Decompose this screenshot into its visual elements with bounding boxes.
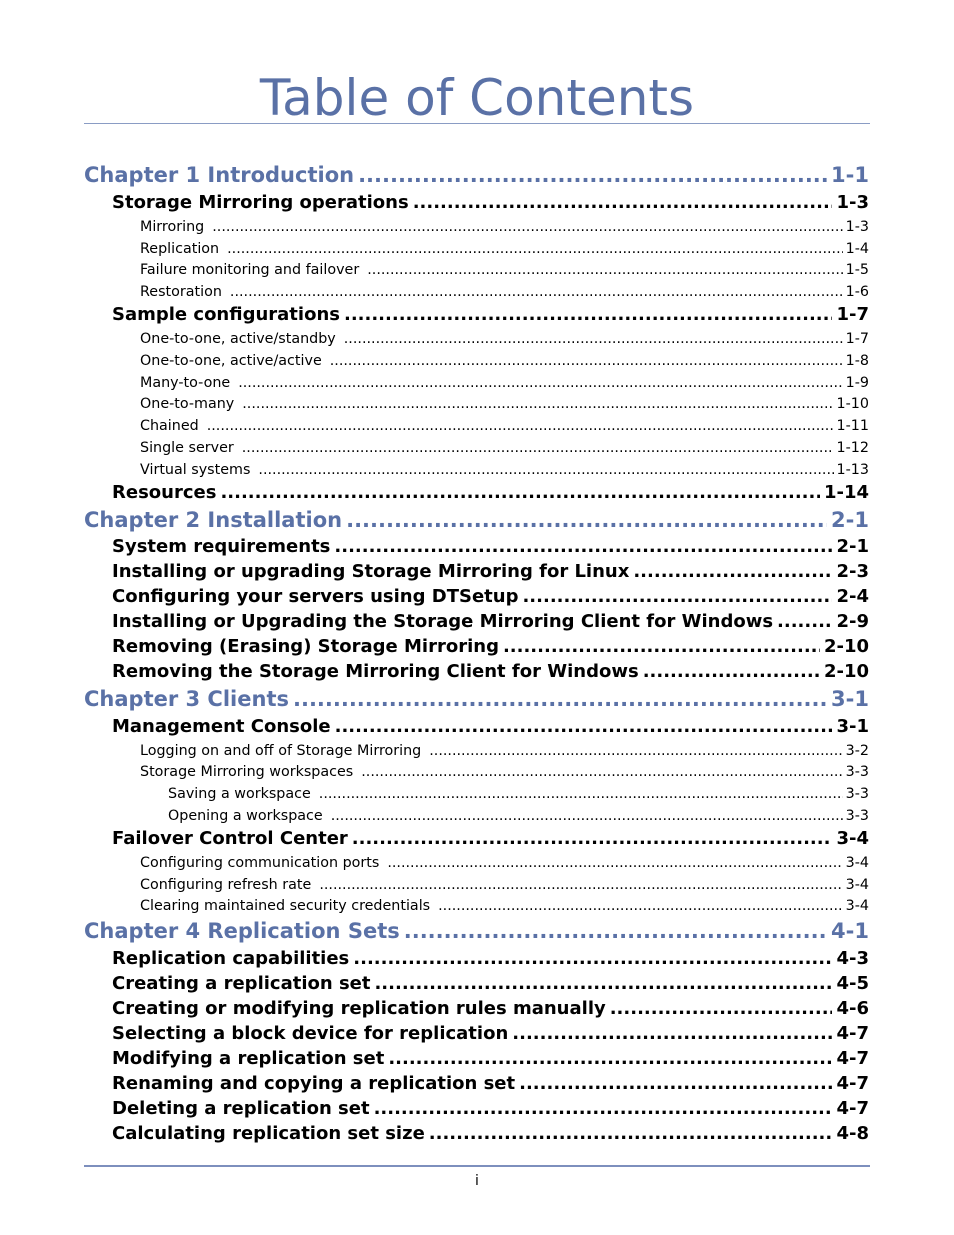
dot-leader <box>358 161 827 189</box>
toc-entry-level-3[interactable] <box>140 853 869 873</box>
toc-entry-level-2[interactable] <box>112 1097 869 1121</box>
toc-entry-level-3[interactable] <box>140 329 869 349</box>
toc-entry-page: 3-4 <box>845 898 869 914</box>
dot-leader <box>610 997 833 1021</box>
toc-entry-title: Clearing maintained security credentials <box>140 898 431 914</box>
toc-entry-page: 2-9 <box>836 611 869 632</box>
toc-entry-level-2[interactable] <box>112 585 869 609</box>
toc-entry-title: Configuring refresh rate <box>140 877 312 893</box>
toc-entry-title: Sample configurations <box>112 304 340 325</box>
toc-entry-page: 3-2 <box>845 743 869 759</box>
dot-leader <box>331 806 843 826</box>
toc-entry-page: 1-8 <box>845 353 869 369</box>
dot-leader <box>227 239 843 259</box>
toc-entry-title: Deleting a replication set <box>112 1098 370 1119</box>
toc-entry-level-3[interactable] <box>140 373 869 393</box>
toc-entry-page: 2-10 <box>823 661 869 682</box>
toc-entry-page: 4-3 <box>836 948 869 969</box>
toc-entry-title: Chapter 3 Clients <box>84 687 289 711</box>
dot-leader <box>522 585 832 609</box>
toc-entry-title: Chapter 1 Introduction <box>84 163 355 187</box>
toc-entry-page: 2-4 <box>836 586 869 607</box>
dot-leader <box>503 635 820 659</box>
dot-leader <box>344 329 843 349</box>
toc-entry-title: Chapter 2 Installation <box>84 508 343 532</box>
toc-entry-page: 2-3 <box>836 561 869 582</box>
toc-entry-title: Configuring communication ports <box>140 855 380 871</box>
dot-leader <box>361 762 842 782</box>
dot-leader <box>352 827 833 851</box>
toc-entry-level-1[interactable] <box>84 161 869 189</box>
dot-leader <box>220 481 820 505</box>
toc-entry-page: 1-7 <box>845 331 869 347</box>
toc-entry-level-3[interactable] <box>140 260 869 280</box>
dot-leader <box>353 947 832 971</box>
toc-entry-title: Installing or Upgrading the Storage Mirroring Client for Windows <box>112 611 774 632</box>
toc-entry-title: Removing (Erasing) Storage Mirroring <box>112 636 499 657</box>
toc-entry-page: 2-1 <box>831 508 869 532</box>
dot-leader <box>367 260 842 280</box>
toc-entry-page: 4-1 <box>831 919 869 943</box>
toc-entry-title: Management Console <box>112 716 331 737</box>
toc-entry-page: 1-4 <box>845 241 869 257</box>
dot-leader <box>388 1047 832 1071</box>
toc-entry-title: Configuring your servers using DTSetup <box>112 586 519 607</box>
toc-entry-level-3[interactable] <box>140 741 869 761</box>
toc-entry-level-2[interactable] <box>112 535 869 559</box>
toc-entry-title: One-to-many <box>140 396 235 412</box>
toc-entry-title: Removing the Storage Mirroring Client for Windows <box>112 661 639 682</box>
toc-entry-level-3[interactable] <box>140 460 869 480</box>
toc-entry-level-2[interactable] <box>112 1047 869 1071</box>
toc-entry-page: 1-10 <box>836 396 869 412</box>
toc-entry-level-2[interactable] <box>112 191 869 215</box>
toc-entry-title: Replication <box>140 241 220 257</box>
toc-entry-level-2[interactable] <box>112 972 869 996</box>
toc-entry-title: Installing or upgrading Storage Mirroring for Linux <box>112 561 630 582</box>
toc-entry-level-2[interactable] <box>112 660 869 684</box>
dot-leader <box>319 784 843 804</box>
toc-entry-title: Virtual systems <box>140 462 251 478</box>
toc-entry-level-1[interactable] <box>84 685 869 713</box>
dot-leader <box>238 373 842 393</box>
toc-entry-level-3[interactable] <box>140 762 869 782</box>
toc-entry-page: 1-7 <box>836 304 869 325</box>
toc-entry-title: Failover Control Center <box>112 828 348 849</box>
toc-entry-level-1[interactable] <box>84 506 869 534</box>
dot-leader <box>344 303 832 327</box>
toc-entry-level-3[interactable] <box>140 438 869 458</box>
toc-entry-page: 1-3 <box>836 192 869 213</box>
toc-entry-level-3[interactable] <box>140 875 869 895</box>
page-title: Table of Contents <box>259 69 695 127</box>
toc-entry-title: Opening a workspace <box>168 808 323 824</box>
dot-leader <box>633 560 832 584</box>
toc-entry-level-2[interactable] <box>112 560 869 584</box>
toc-entry-level-4[interactable] <box>168 806 869 826</box>
toc-entry-page: 1-12 <box>836 440 869 456</box>
toc-entry-title: Saving a workspace <box>168 786 311 802</box>
dot-leader <box>512 1022 832 1046</box>
footer-divider <box>84 1165 870 1167</box>
toc-entry-level-3[interactable] <box>140 282 869 302</box>
toc-entry-page: 4-8 <box>836 1123 869 1144</box>
toc-entry-level-2[interactable] <box>112 481 869 505</box>
toc-entry-level-2[interactable] <box>112 827 869 851</box>
toc-entry-level-2[interactable] <box>112 1022 869 1046</box>
toc-entry-title: Resources <box>112 482 217 503</box>
dot-leader <box>319 875 842 895</box>
dot-leader <box>207 416 834 436</box>
toc-entry-level-2[interactable] <box>112 635 869 659</box>
dot-leader <box>335 715 833 739</box>
toc-entry-level-2[interactable] <box>112 947 869 971</box>
toc-entry-title: Storage Mirroring workspaces <box>140 764 354 780</box>
toc-entry-page: 3-3 <box>845 808 869 824</box>
toc-entry-title: Modifying a replication set <box>112 1048 385 1069</box>
toc-entry-level-1[interactable] <box>84 917 869 945</box>
toc-entry-title: Storage Mirroring operations <box>112 192 409 213</box>
dot-leader <box>230 282 843 302</box>
dot-leader <box>643 660 820 684</box>
toc-entry-title: Failure monitoring and failover <box>140 262 360 278</box>
toc-entry-title: Many-to-one <box>140 375 231 391</box>
toc-entry-page: 1-13 <box>836 462 869 478</box>
toc-entry-title: Chapter 4 Replication Sets <box>84 919 400 943</box>
dot-leader <box>330 351 843 371</box>
toc-entry-title: System requirements <box>112 536 331 557</box>
toc-entry-title: Selecting a block device for replication <box>112 1023 509 1044</box>
toc-entry-page: 4-7 <box>836 1098 869 1119</box>
dot-leader <box>777 610 832 634</box>
toc-entry-page: 3-4 <box>836 828 869 849</box>
toc-entry-level-2[interactable] <box>112 997 869 1021</box>
dot-leader <box>212 217 842 237</box>
dot-leader <box>519 1072 832 1096</box>
toc-entry-title: Renaming and copying a replication set <box>112 1073 516 1094</box>
toc-entry-page: 1-3 <box>845 219 869 235</box>
toc-entry-page: 1-1 <box>831 163 869 187</box>
toc-entry-title: Creating or modifying replication rules manually <box>112 998 606 1019</box>
toc-entry-page: 4-7 <box>836 1073 869 1094</box>
toc-entry-page: 3-3 <box>845 764 869 780</box>
toc-entry-title: Creating a replication set <box>112 973 371 994</box>
toc-entry-level-3[interactable] <box>140 896 869 916</box>
toc-entry-title: Restoration <box>140 284 222 300</box>
toc-entry-page: 1-11 <box>836 418 869 434</box>
toc-entry-level-2[interactable] <box>112 1122 869 1146</box>
toc-entry-title: One-to-one, active/active <box>140 353 322 369</box>
toc-entry-level-4[interactable] <box>168 784 869 804</box>
dot-leader <box>334 535 832 559</box>
dot-leader <box>429 741 842 761</box>
toc-entry-page: 4-7 <box>836 1023 869 1044</box>
toc-entry-level-3[interactable] <box>140 217 869 237</box>
toc-entry-page: 3-4 <box>845 877 869 893</box>
toc-entry-page: 1-6 <box>845 284 869 300</box>
toc-entry-page: 1-14 <box>823 482 869 503</box>
toc-entry-page: 2-10 <box>823 636 869 657</box>
dot-leader <box>374 972 832 996</box>
toc-entry-title: Logging on and off of Storage Mirroring <box>140 743 422 759</box>
toc-entry-level-2[interactable] <box>112 610 869 634</box>
dot-leader <box>346 506 827 534</box>
toc-entry-level-2[interactable] <box>112 1072 869 1096</box>
toc-entry-title: Calculating replication set size <box>112 1123 425 1144</box>
toc-entry-page: 4-6 <box>836 998 869 1019</box>
dot-leader <box>242 438 834 458</box>
toc-entry-page: 4-7 <box>836 1048 869 1069</box>
toc-entry-level-3[interactable] <box>140 239 869 259</box>
toc-entry-level-3[interactable] <box>140 416 869 436</box>
dot-leader <box>374 1097 833 1121</box>
toc-entry-title: One-to-one, active/standby <box>140 331 336 347</box>
dot-leader <box>242 394 833 414</box>
toc-entry-title: Replication capabilities <box>112 948 350 969</box>
toc-entry-title: Chained <box>140 418 199 434</box>
dot-leader <box>293 685 827 713</box>
toc-entry-page: 1-5 <box>845 262 869 278</box>
dot-leader <box>404 917 827 945</box>
toc-entry-level-2[interactable] <box>112 303 869 327</box>
dot-leader <box>387 853 842 873</box>
toc-entry-title: Mirroring <box>140 219 205 235</box>
toc-entry-level-2[interactable] <box>112 715 869 739</box>
toc-entry-page: 3-4 <box>845 855 869 871</box>
toc-entry-title: Single server <box>140 440 234 456</box>
dot-leader <box>438 896 843 916</box>
toc-entry-page: 2-1 <box>836 536 869 557</box>
dot-leader <box>258 460 833 480</box>
toc-entry-page: 3-1 <box>836 716 869 737</box>
dot-leader <box>413 191 833 215</box>
toc-entry-level-3[interactable] <box>140 351 869 371</box>
toc-entry-page: 3-3 <box>845 786 869 802</box>
toc-entry-page: 1-9 <box>845 375 869 391</box>
page-number: i <box>475 1173 479 1189</box>
toc-entry-level-3[interactable] <box>140 394 869 414</box>
dot-leader <box>429 1122 833 1146</box>
toc-entry-page: 3-1 <box>831 687 869 711</box>
toc-entry-page: 4-5 <box>836 973 869 994</box>
